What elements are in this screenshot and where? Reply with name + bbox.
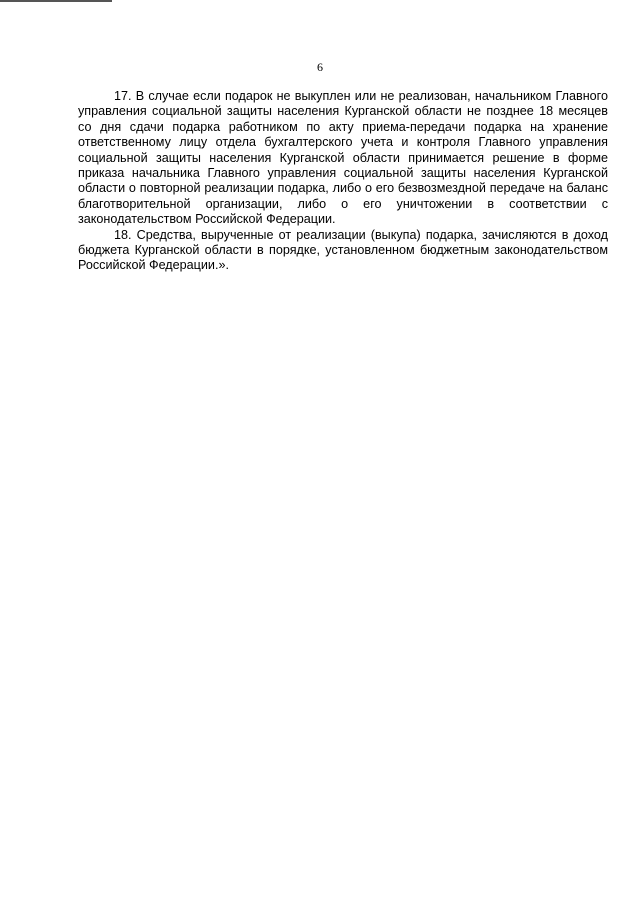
page-number: 6 [317, 60, 323, 74]
paragraph-17: 17. В случае если подарок не выкуплен или не реализован, начальником Главного управления социальной защиты населения Курганской области не позднее 18 месяцев со дня сдачи подарка работником по акту приема-передачи подарка на хранение ответственному лицу отдела бухгалтерского учета и контроля Главного управления социальной защиты населения Курганской области принимается решение в форме приказа начальника Главного управления социальной защиты населения Курганской области о повторной реализации подарка, либо о его безвозмездной передаче на баланс благотворительной организации, либо о его уничтожении в соответствии с законодательством Российской Федерации. [78, 89, 608, 227]
document-body [78, 89, 608, 274]
scan-edge-mark [0, 0, 112, 2]
paragraph-18: 18. Средства, вырученные от реализации (выкупа) подарка, зачисляются в доход бюджета Курганской области в порядке, установленном бюджетным законодательством Российской Федерации.». [78, 227, 608, 273]
